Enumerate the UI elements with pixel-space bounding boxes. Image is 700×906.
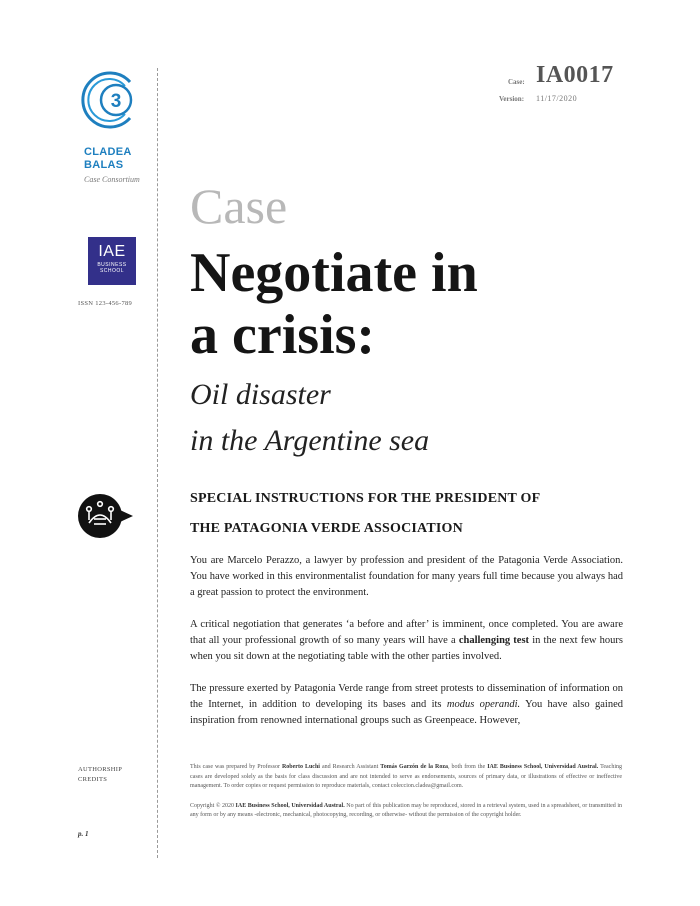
footer-professor: Roberto Luchi	[281, 764, 320, 770]
footer-copyright	[190, 802, 622, 821]
body-paragraph-1: You are Marcelo Perazzo, a lawyer by profession and president of the Patagonia Verde Association. You have worked in this environmentalist foundation for many years full time because you always had a great passion to protect the environment.	[190, 555, 623, 598]
page-title	[190, 242, 670, 366]
body-p3-text-b: You have also gained inspiration from renowned international groups such as Greenpeace. However,	[190, 699, 623, 726]
cladea-line1: CLADEA	[84, 146, 132, 158]
authorship-line2: CREDITS	[78, 776, 108, 783]
title-line1: Negotiate in	[190, 242, 478, 304]
sidebar-divider	[157, 68, 158, 858]
page-number: p. 1	[78, 830, 89, 838]
iae-logo-text: IAE	[98, 243, 126, 260]
body-p3-italic: modus operandi.	[446, 699, 521, 710]
instructions-line2: THE PATAGONIA VERDE ASSOCIATION	[190, 521, 463, 536]
instructions-line1: SPECIAL INSTRUCTIONS FOR THE PRESIDENT OF	[190, 491, 541, 506]
body-p2-text-a: A critical negotiation that generates ‘a before and after’ is imminent, once completed. You are aware that all your professional growth of so many years will have a	[190, 619, 623, 646]
footer-f1-c: , both from the	[448, 764, 488, 770]
iae-logo	[88, 237, 136, 285]
iae-logo-business: BUSINESS	[97, 262, 127, 268]
footer-f1-d: Teaching cases are developed solely as the basis for class discussion and are not intended to serve as endorsements, sources of primary data, or illustrations of effective or ineffective management. To order copies or request permission to reproduce materials, contact coleccion.cladea@gmail.com.	[190, 764, 622, 789]
footer-f2-b: No part of this publication may be reproduced, stored in a retrieval system, used in a spreadsheet, or transmitted in any form or by any means -electronic, mechanical, photocopying, recording, or otherwise- without the permission of the copyright holder.	[190, 802, 623, 818]
footer-assistant: Tomás Garzón de la Roza	[380, 764, 449, 770]
case-code: IA0017	[536, 62, 614, 88]
authorship-credits-label	[78, 765, 122, 785]
iae-logo-school: SCHOOL	[99, 268, 125, 274]
instructions-heading	[190, 484, 630, 544]
body-p3-text-a: The pressure exerted by Patagonia Verde range from street protests to dissemination of information on the Internet, in addition to developing its bases and its	[190, 683, 623, 710]
title-line2: a crisis:	[190, 304, 376, 366]
body-paragraph-2	[190, 617, 623, 665]
cladea-logo-icon	[78, 68, 142, 132]
footer-school: IAE Business School, Universidad Austral.	[487, 764, 599, 770]
cladea-subtitle: Case Consortium	[84, 175, 140, 184]
footer-authorship-note	[190, 763, 622, 792]
body-paragraph-3	[190, 681, 623, 729]
version-value: 11/17/2020	[536, 94, 578, 103]
body-p2-text-b: in the next few hours when you sit down at the negotiating table with the other parties involved.	[190, 635, 623, 662]
subtitle-line1: Oil disaster	[190, 378, 331, 411]
case-heading: Case	[190, 178, 288, 234]
cladea-line2: BALAS	[84, 159, 124, 171]
footer-f1-b: and Research Assistant	[319, 764, 381, 770]
version-label: Version:	[499, 95, 525, 103]
authorship-line1: AUTHORSHIP	[78, 766, 123, 773]
issn-number: ISSN 123-456-789	[78, 300, 133, 307]
subtitle-line2: in the Argentine sea	[190, 424, 430, 457]
case-label: Case:	[508, 78, 525, 86]
body-text	[190, 553, 623, 745]
body-p2-bold: challenging test	[458, 635, 530, 646]
page-subtitle	[190, 372, 670, 464]
footer-copyright-school: IAE Business School, Universidad Austral.	[235, 802, 345, 809]
negotiation-badge-icon	[78, 493, 134, 539]
footer-f2-a: Copyright © 2020	[190, 802, 236, 809]
cladea-wordmark	[84, 146, 132, 172]
svg-text:3: 3	[110, 91, 122, 112]
footer-f1-a: This case was prepared by Professor	[190, 764, 282, 770]
footer-credits	[190, 763, 622, 831]
